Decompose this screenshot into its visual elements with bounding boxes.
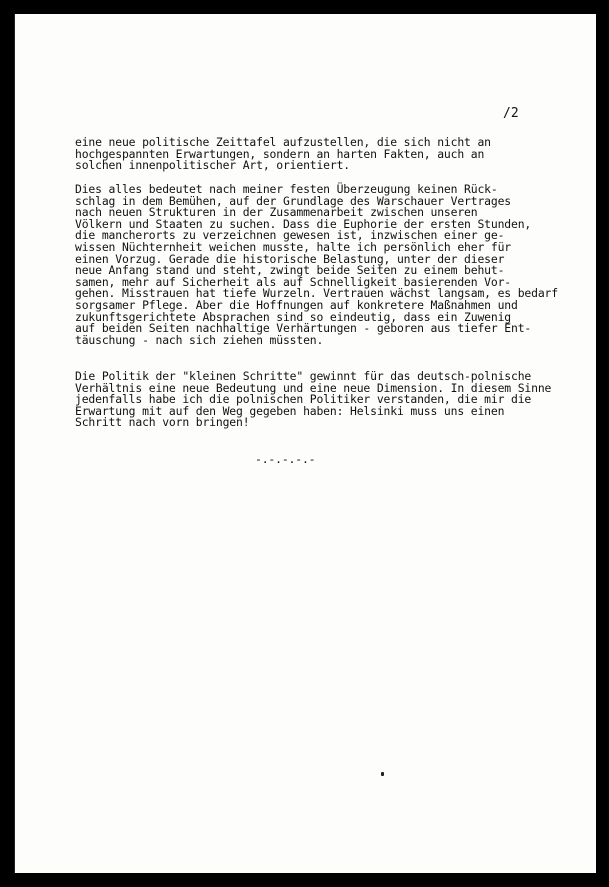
scan-speck: [381, 772, 384, 776]
text-line: eine neue politische Zeittafel aufzustellen, die sich nicht an: [75, 135, 491, 149]
text-line: samen, mehr auf Sicherheit als auf Schnelligkeit basierenden Vor-: [75, 274, 512, 289]
page-number: /2: [503, 106, 519, 121]
text-line: hochgespannten Erwartungen, sondern an harten Fakten, auch an: [75, 146, 485, 161]
text-line: täuschung - nach sich ziehen müssten.: [75, 332, 324, 347]
text-line: nach neuen Strukturen in der Zusammenarbeit zwischen unseren: [75, 205, 478, 220]
end-mark: -.-.-.-.-: [255, 452, 316, 466]
text-line: schlag in dem Bemühen, auf der Grundlage des Warschauer Vertrages: [75, 193, 512, 208]
text-line: sorgsamer Pflege. Aber die Hoffnungen auf konkretere Maßnahmen und: [75, 297, 518, 312]
text-line: gehen. Misstrauen hat tiefe Wurzeln. Vertrauen wächst langsam, es bedarf: [75, 286, 558, 301]
text-line: Völkern und Staaten zu suchen. Dass die Euphorie der ersten Stunden,: [75, 216, 532, 231]
text-line: einen Vorzug. Gerade die historische Belastung, unter der dieser: [75, 251, 505, 266]
text-line: zukunftsgerichtete Absprachen sind so eindeutig, dass ein Zuwenig: [75, 309, 512, 324]
text-line: auf beiden Seiten nachhaltige Verhärtungen - geboren aus tiefer Ent-: [75, 321, 532, 336]
text-line: wissen Nüchternheit weichen musste, halte ich persönlich eher für: [75, 239, 512, 254]
document-page: [14, 14, 596, 873]
text-line: jedenfalls habe ich die polnischen Politiker verstanden, die mir die: [75, 392, 532, 407]
text-line: Erwartung mit auf den Weg gegeben haben: Helsinki muss uns einen: [75, 403, 505, 418]
text-line: neue Anfang stand und steht, zwingt beide Seiten zu einem behut-: [75, 263, 505, 278]
text-line: solchen innenpolitischer Art, orientiert.: [75, 158, 351, 173]
text-line: die mancherorts zu verzeichnen gewesen ist, inzwischen einer ge-: [75, 228, 505, 243]
paragraph-1: [75, 137, 595, 172]
text-line: Dies alles bedeutet nach meiner festen Überzeugung keinen Rück-: [75, 182, 498, 196]
text-line: Verhältnis eine neue Bedeutung und eine neue Dimension. In diesem Sinne: [75, 380, 552, 395]
paragraph-2: [75, 184, 595, 346]
text-line: Die Politik der "kleinen Schritte" gewinnt für das deutsch-polnische: [75, 369, 532, 383]
text-line: Schritt nach vorn bringen!: [75, 415, 250, 430]
paragraph-3: [75, 371, 595, 429]
